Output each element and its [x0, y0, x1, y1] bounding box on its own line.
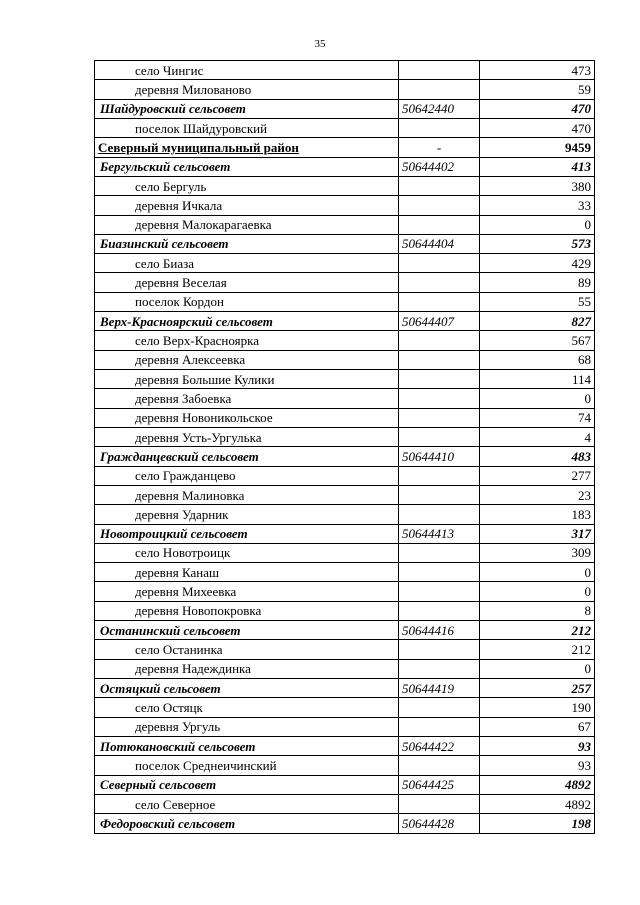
row-name: деревня Надеждинка [95, 659, 399, 678]
row-oktmo-code [399, 273, 480, 292]
row-population: 4892 [480, 794, 595, 813]
row-name: деревня Канаш [95, 563, 399, 582]
row-oktmo-code [399, 543, 480, 562]
council-row [95, 621, 595, 640]
row-population: 190 [480, 698, 595, 717]
settlement-row [95, 196, 595, 215]
council-row [95, 234, 595, 253]
row-population: 198 [480, 814, 595, 833]
row-name: деревня Ичкала [95, 196, 399, 215]
row-oktmo-code [399, 601, 480, 620]
row-oktmo-code [399, 350, 480, 369]
row-population: 0 [480, 659, 595, 678]
row-oktmo-code [399, 196, 480, 215]
row-name: деревня Алексеевка [95, 350, 399, 369]
row-name: поселок Шайдуровский [95, 118, 399, 137]
row-population: 8 [480, 601, 595, 620]
row-name: деревня Малиновка [95, 485, 399, 504]
row-name: деревня Милованово [95, 80, 399, 99]
settlement-row [95, 331, 595, 350]
council-row [95, 157, 595, 176]
row-population: 23 [480, 485, 595, 504]
row-oktmo-code: 50644416 [399, 621, 480, 640]
row-name: деревня Забоевка [95, 389, 399, 408]
settlement-row [95, 80, 595, 99]
settlement-row [95, 698, 595, 717]
row-oktmo-code [399, 717, 480, 736]
row-name: деревня Михеевка [95, 582, 399, 601]
row-oktmo-code [399, 756, 480, 775]
row-oktmo-code [399, 659, 480, 678]
row-population: 483 [480, 447, 595, 466]
row-oktmo-code: 50644422 [399, 736, 480, 755]
row-name: Бергульский сельсовет [95, 157, 399, 176]
row-name: деревня Большие Кулики [95, 370, 399, 389]
row-oktmo-code [399, 466, 480, 485]
settlement-row [95, 215, 595, 234]
settlement-row [95, 389, 595, 408]
row-name: поселок Среднеичинский [95, 756, 399, 775]
row-population: 470 [480, 118, 595, 137]
row-name: деревня Новоникольское [95, 408, 399, 427]
settlement-row [95, 543, 595, 562]
row-oktmo-code [399, 563, 480, 582]
row-name: село Новотроицк [95, 543, 399, 562]
row-oktmo-code: - [399, 138, 480, 157]
council-row [95, 312, 595, 331]
row-population: 4 [480, 427, 595, 446]
council-row [95, 524, 595, 543]
row-name: Верх-Красноярский сельсовет [95, 312, 399, 331]
row-oktmo-code [399, 118, 480, 137]
settlement-row [95, 466, 595, 485]
settlement-row [95, 505, 595, 524]
row-oktmo-code [399, 794, 480, 813]
settlements-table [94, 60, 595, 834]
council-row [95, 99, 595, 118]
row-oktmo-code [399, 331, 480, 350]
row-oktmo-code [399, 370, 480, 389]
row-population: 380 [480, 176, 595, 195]
row-population: 257 [480, 679, 595, 698]
row-name: Федоровский сельсовет [95, 814, 399, 833]
row-oktmo-code [399, 215, 480, 234]
settlement-row [95, 794, 595, 813]
row-population: 93 [480, 756, 595, 775]
council-row [95, 447, 595, 466]
row-oktmo-code [399, 176, 480, 195]
row-oktmo-code [399, 408, 480, 427]
row-population: 55 [480, 292, 595, 311]
row-name: село Бергуль [95, 176, 399, 195]
row-name: Северный сельсовет [95, 775, 399, 794]
table-body [95, 61, 595, 834]
settlement-row [95, 408, 595, 427]
row-population: 67 [480, 717, 595, 736]
row-population: 0 [480, 582, 595, 601]
row-name: деревня Малокарагаевка [95, 215, 399, 234]
row-population: 473 [480, 61, 595, 80]
row-oktmo-code [399, 389, 480, 408]
row-oktmo-code: 50644413 [399, 524, 480, 543]
settlement-row [95, 254, 595, 273]
row-population: 212 [480, 640, 595, 659]
settlement-row [95, 582, 595, 601]
row-oktmo-code: 50644425 [399, 775, 480, 794]
row-oktmo-code: 50642440 [399, 99, 480, 118]
council-row [95, 775, 595, 794]
row-population: 277 [480, 466, 595, 485]
row-population: 0 [480, 215, 595, 234]
row-population: 429 [480, 254, 595, 273]
row-oktmo-code [399, 80, 480, 99]
row-name: село Верх-Красноярка [95, 331, 399, 350]
row-oktmo-code [399, 640, 480, 659]
row-name: Гражданцевский сельсовет [95, 447, 399, 466]
row-population: 89 [480, 273, 595, 292]
row-oktmo-code: 50644410 [399, 447, 480, 466]
row-population: 413 [480, 157, 595, 176]
settlement-row [95, 350, 595, 369]
council-row [95, 679, 595, 698]
council-row [95, 736, 595, 755]
row-name: Останинский сельсовет [95, 621, 399, 640]
row-population: 114 [480, 370, 595, 389]
row-oktmo-code: 50644428 [399, 814, 480, 833]
row-oktmo-code [399, 698, 480, 717]
row-population: 470 [480, 99, 595, 118]
row-population: 212 [480, 621, 595, 640]
row-oktmo-code: 50644419 [399, 679, 480, 698]
page-number: 35 [314, 38, 326, 50]
row-name: село Чингис [95, 61, 399, 80]
row-population: 0 [480, 389, 595, 408]
row-population: 74 [480, 408, 595, 427]
row-population: 183 [480, 505, 595, 524]
row-name: село Гражданцево [95, 466, 399, 485]
row-name: село Северное [95, 794, 399, 813]
row-name: село Остяцк [95, 698, 399, 717]
settlement-row [95, 427, 595, 446]
settlement-row [95, 273, 595, 292]
row-population: 93 [480, 736, 595, 755]
row-name: деревня Усть-Ургулька [95, 427, 399, 446]
row-population: 0 [480, 563, 595, 582]
row-population: 827 [480, 312, 595, 331]
row-population: 567 [480, 331, 595, 350]
row-population: 33 [480, 196, 595, 215]
row-name: поселок Кордон [95, 292, 399, 311]
row-name: Северный муниципальный район [95, 138, 399, 157]
row-population: 309 [480, 543, 595, 562]
row-name: деревня Новопокровка [95, 601, 399, 620]
row-population: 573 [480, 234, 595, 253]
row-oktmo-code: 50644407 [399, 312, 480, 331]
row-population: 68 [480, 350, 595, 369]
row-population: 9459 [480, 138, 595, 157]
row-oktmo-code [399, 61, 480, 80]
row-population: 59 [480, 80, 595, 99]
row-name: Шайдуровский сельсовет [95, 99, 399, 118]
row-oktmo-code [399, 582, 480, 601]
district-row [95, 138, 595, 157]
row-name: село Биаза [95, 254, 399, 273]
row-name: Новотроицкий сельсовет [95, 524, 399, 543]
row-population: 4892 [480, 775, 595, 794]
settlement-row [95, 756, 595, 775]
row-oktmo-code [399, 292, 480, 311]
settlement-row [95, 61, 595, 80]
row-name: Потюкановский сельсовет [95, 736, 399, 755]
row-oktmo-code [399, 485, 480, 504]
settlement-row [95, 370, 595, 389]
settlement-row [95, 601, 595, 620]
row-oktmo-code: 50644404 [399, 234, 480, 253]
settlement-row [95, 118, 595, 137]
row-name: деревня Веселая [95, 273, 399, 292]
settlement-row [95, 640, 595, 659]
row-name: Биазинский сельсовет [95, 234, 399, 253]
settlement-row [95, 485, 595, 504]
row-oktmo-code: 50644402 [399, 157, 480, 176]
council-row [95, 814, 595, 833]
row-oktmo-code [399, 505, 480, 524]
row-name: деревня Ударник [95, 505, 399, 524]
settlement-row [95, 292, 595, 311]
row-name: Остяцкий сельсовет [95, 679, 399, 698]
row-oktmo-code [399, 427, 480, 446]
settlement-row [95, 717, 595, 736]
settlement-row [95, 563, 595, 582]
row-name: село Останинка [95, 640, 399, 659]
settlement-row [95, 659, 595, 678]
settlement-row [95, 176, 595, 195]
row-population: 317 [480, 524, 595, 543]
row-oktmo-code [399, 254, 480, 273]
row-name: деревня Ургуль [95, 717, 399, 736]
